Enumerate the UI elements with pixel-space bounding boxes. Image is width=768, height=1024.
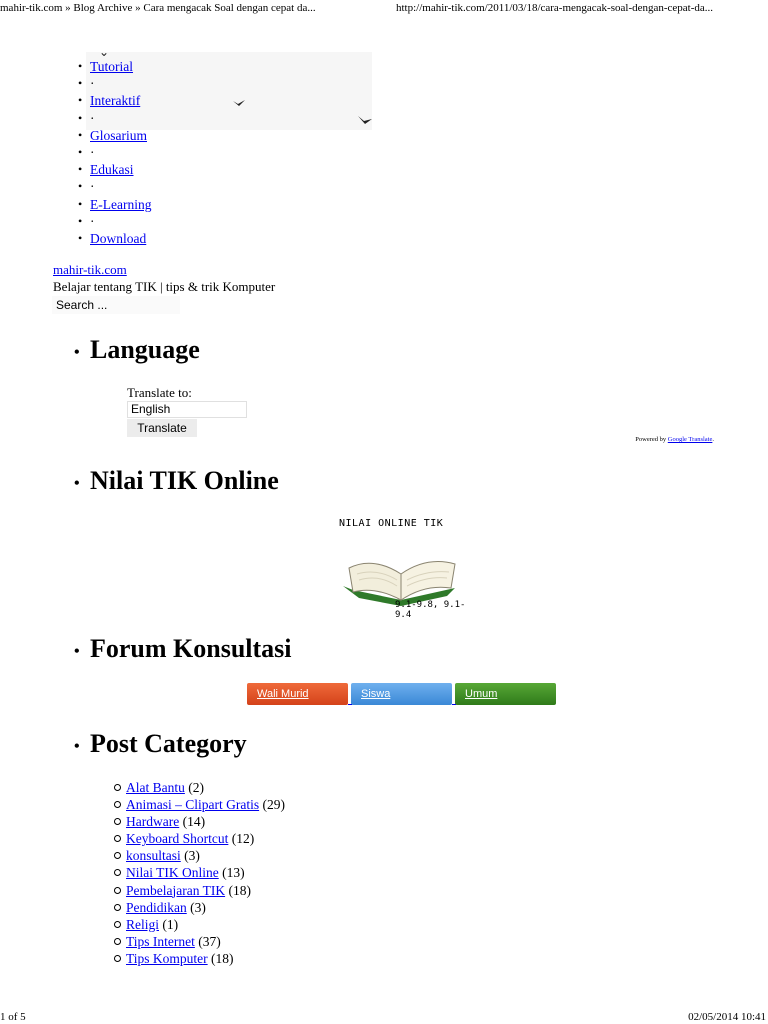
category-item [126,779,285,796]
category-link[interactable]: Religi [126,916,159,932]
nav-separator: • · [90,144,151,161]
category-count: (29) [262,797,285,813]
category-item [126,864,285,881]
category-count: (18) [211,950,234,966]
category-item [126,796,285,813]
category-count: (3) [184,848,200,864]
forum-wali-murid-button[interactable]: Wali Murid [247,683,348,705]
category-item [126,899,285,916]
category-link[interactable]: Pembelajaran TIK [126,882,226,898]
nav-item[interactable] [90,196,151,213]
powered-suffix: . [712,436,714,443]
site-name-link[interactable]: mahir-tik.com [53,262,127,277]
section-title-forum: • Forum Konsultasi [90,636,292,662]
banner-title: NILAI ONLINE TIK [339,518,444,529]
link-underline [348,704,352,705]
category-link[interactable]: Pendidikan [126,899,187,915]
category-item [126,830,285,847]
language-select[interactable]: English [127,401,247,418]
bird-icon: ⌄ [99,45,110,59]
powered-prefix: Powered by [635,436,668,443]
category-count: (18) [228,882,251,898]
banner-versions: 9.1-9.8, 9.1-9.4 [395,600,466,620]
google-translate-link[interactable]: Google Translate [667,436,713,443]
category-count: (13) [222,865,245,881]
site-tagline: Belajar tentang TIK | tips & trik Komputer [53,279,276,294]
category-link[interactable]: Tips Komputer [126,950,208,966]
category-item [126,933,285,950]
nav-link-tutorial[interactable]: Tutorial [90,59,134,74]
nav-link-download[interactable]: Download [90,230,147,246]
nav-separator: • · [90,110,151,127]
nav-item[interactable] [90,58,151,75]
category-item [126,882,285,899]
category-item [126,950,285,967]
category-link[interactable]: Hardware [126,814,180,830]
category-link[interactable]: Tips Internet [126,933,195,949]
category-count: (2) [188,780,204,795]
nav-item[interactable] [90,230,151,247]
category-count: (37) [198,933,221,949]
nilai-online-banner[interactable] [333,516,467,620]
main-nav [90,58,151,247]
bird-icon [232,98,246,108]
category-link[interactable]: Animasi – Clipart Gratis [126,797,260,813]
category-link[interactable]: Nilai TIK Online [126,865,219,881]
category-link[interactable]: konsultasi [126,848,181,864]
category-item [126,813,285,830]
print-header-title: mahir-tik.com » Blog Archive » Cara mengacak Soal dengan cepat da... [0,2,316,14]
link-underline [452,704,456,705]
nav-item[interactable] [90,92,151,109]
translate-button[interactable]: Translate [127,419,197,437]
bird-icon [357,114,373,126]
nav-link-glosarium[interactable]: Glosarium [90,127,147,143]
category-item [126,916,285,933]
nav-separator: • · [90,213,151,230]
powered-by [635,436,714,443]
category-link[interactable]: Keyboard Shortcut [126,831,229,847]
print-header-url: http://mahir-tik.com/2011/03/18/cara-mengacak-soal-dengan-cepat-da... [396,2,714,14]
category-count: (1) [162,916,179,932]
print-footer-page: 1 of 5 [0,1011,26,1023]
category-count: (14) [182,814,206,830]
nav-link-interaktif[interactable]: Interaktif [90,93,141,109]
nav-link-edukasi[interactable]: Edukasi [90,162,134,178]
section-title-category: • Post Category [90,731,247,757]
forum-umum-button[interactable]: Umum [455,683,556,705]
forum-siswa-button[interactable]: Siswa [351,683,452,705]
print-footer-date: 02/05/2014 10:41 [688,1011,766,1023]
translate-label: Translate to: [127,385,192,400]
section-title-nilai: • Nilai TIK Online [90,468,279,494]
category-item [126,847,285,864]
category-link[interactable]: Alat Bantu [126,780,185,795]
nav-item[interactable] [90,161,151,178]
nav-separator: • · [90,178,151,195]
category-count: (12) [231,831,255,847]
nav-item[interactable] [90,127,151,144]
search-input[interactable] [52,296,180,314]
nav-link-e-learning[interactable]: E-Learning [90,196,152,212]
section-title-language: • Language [90,337,200,363]
category-count: (3) [190,899,206,915]
nav-separator: • · [90,75,151,92]
category-list [126,779,285,967]
